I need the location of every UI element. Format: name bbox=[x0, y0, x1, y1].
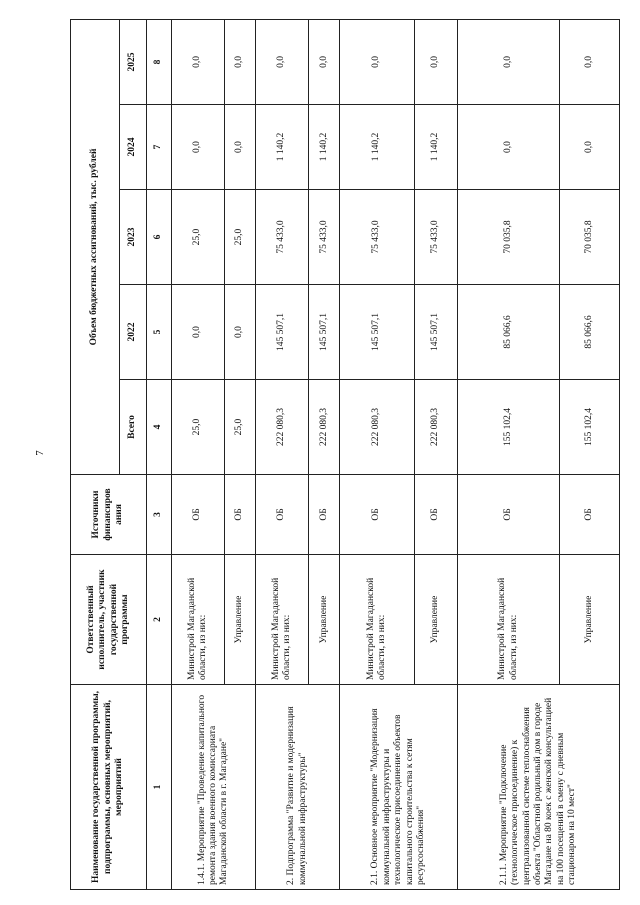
amount-cell: 0,0 bbox=[224, 285, 255, 380]
amount-cell: 155 102,4 bbox=[458, 380, 560, 475]
amount-cell: 222 080,3 bbox=[340, 380, 414, 475]
table-row bbox=[458, 19, 560, 889]
column-number: 3 bbox=[147, 475, 172, 555]
funding-source-cell: ОБ bbox=[309, 475, 340, 555]
header-funding-source: Источники финансиров ания bbox=[71, 475, 147, 555]
amount-cell: 85 066,6 bbox=[458, 285, 560, 380]
amount-cell: 145 507,1 bbox=[256, 285, 309, 380]
funding-source-cell: ОБ bbox=[340, 475, 414, 555]
amount-cell: 0,0 bbox=[309, 19, 340, 104]
executor-cell: Министрой Магаданской области, из них: bbox=[340, 555, 414, 685]
amount-cell: 70 035,8 bbox=[458, 190, 560, 285]
amount-cell: 1 140,2 bbox=[256, 105, 309, 190]
amount-cell: 0,0 bbox=[256, 19, 309, 104]
column-number: 6 bbox=[147, 190, 172, 285]
funding-source-cell: ОБ bbox=[224, 475, 255, 555]
funding-source-cell: ОБ bbox=[172, 475, 225, 555]
amount-cell: 145 507,1 bbox=[309, 285, 340, 380]
amount-cell: 0,0 bbox=[458, 19, 560, 104]
amount-cell: 25,0 bbox=[172, 190, 225, 285]
column-number: 5 bbox=[147, 285, 172, 380]
amount-cell: 155 102,4 bbox=[559, 380, 619, 475]
amount-cell: 0,0 bbox=[340, 19, 414, 104]
header-row bbox=[71, 19, 120, 889]
amount-cell: 0,0 bbox=[458, 105, 560, 190]
executor-cell: Управление bbox=[224, 555, 255, 685]
amount-cell: 75 433,0 bbox=[340, 190, 414, 285]
amount-cell: 1 140,2 bbox=[309, 105, 340, 190]
amount-cell: 25,0 bbox=[224, 380, 255, 475]
column-number: 7 bbox=[147, 105, 172, 190]
amount-cell: 0,0 bbox=[172, 19, 225, 104]
table-row bbox=[340, 19, 414, 889]
header-program-name: Наименование государственной программы, подпрограммы, основных мероприятий, мероприятий bbox=[71, 685, 147, 890]
funding-source-cell: ОБ bbox=[256, 475, 309, 555]
header-year: 2024 bbox=[120, 105, 147, 190]
funding-source-cell: ОБ bbox=[414, 475, 458, 555]
program-name-cell: 2.1.1. Мероприятие "Подключение (технологическое присоединение) к централизованной системе теплоснабжения объекта "Областной родильный дом в городе Магадане на 80 коек с женской консультацией на 100 посещений в смену с дневным стационаром на 10 мест" bbox=[458, 685, 620, 890]
amount-cell: 0,0 bbox=[172, 105, 225, 190]
column-number: 4 bbox=[147, 380, 172, 475]
amount-cell: 75 433,0 bbox=[309, 190, 340, 285]
amount-cell: 75 433,0 bbox=[256, 190, 309, 285]
amount-cell: 0,0 bbox=[559, 19, 619, 104]
table-row bbox=[172, 19, 225, 889]
page-number: 7 bbox=[34, 450, 46, 456]
executor-cell: Управление bbox=[309, 555, 340, 685]
header-year: 2023 bbox=[120, 190, 147, 285]
funding-source-cell: ОБ bbox=[458, 475, 560, 555]
amount-cell: 1 140,2 bbox=[340, 105, 414, 190]
amount-cell: 70 035,8 bbox=[559, 190, 619, 285]
amount-cell: 222 080,3 bbox=[309, 380, 340, 475]
header-budget-group: Объем бюджетных ассигнований, тыс. рублей bbox=[71, 19, 120, 474]
executor-cell: Управление bbox=[559, 555, 619, 685]
executor-cell: Управление bbox=[414, 555, 458, 685]
amount-cell: 25,0 bbox=[172, 380, 225, 475]
amount-cell: 75 433,0 bbox=[414, 190, 458, 285]
amount-cell: 1 140,2 bbox=[414, 105, 458, 190]
amount-cell: 222 080,3 bbox=[414, 380, 458, 475]
header-year: Всего bbox=[120, 380, 147, 475]
column-number: 1 bbox=[147, 685, 172, 890]
amount-cell: 25,0 bbox=[224, 190, 255, 285]
program-name-cell: 2. Подпрограмма "Развитие и модернизация коммунальной инфраструктуры" bbox=[256, 685, 340, 890]
program-name-cell: 2.1. Основное мероприятие "Модернизация коммунальной инфраструктуры и технологическое присоединение объектов капитального строительства к сетям ресурсоснабжения" bbox=[340, 685, 458, 890]
header-year: 2022 bbox=[120, 285, 147, 380]
budget-table bbox=[70, 19, 620, 890]
header-year: 2025 bbox=[120, 19, 147, 104]
executor-cell: Министрой Магаданской области, из них: bbox=[256, 555, 309, 685]
rotated-page bbox=[70, 20, 620, 890]
column-numbers-row bbox=[147, 19, 172, 889]
table-row bbox=[256, 19, 309, 889]
amount-cell: 0,0 bbox=[559, 105, 619, 190]
amount-cell: 0,0 bbox=[224, 19, 255, 104]
amount-cell: 222 080,3 bbox=[256, 380, 309, 475]
header-executor: Ответственный исполнитель, участник государственной программы bbox=[71, 555, 147, 685]
amount-cell: 0,0 bbox=[172, 285, 225, 380]
amount-cell: 145 507,1 bbox=[414, 285, 458, 380]
amount-cell: 0,0 bbox=[224, 105, 255, 190]
funding-source-cell: ОБ bbox=[559, 475, 619, 555]
amount-cell: 85 066,6 bbox=[559, 285, 619, 380]
executor-cell: Министрой Магаданской области, из них: bbox=[172, 555, 225, 685]
amount-cell: 0,0 bbox=[414, 19, 458, 104]
column-number: 2 bbox=[147, 555, 172, 685]
column-number: 8 bbox=[147, 19, 172, 104]
amount-cell: 145 507,1 bbox=[340, 285, 414, 380]
program-name-cell: 1.4.1. Мероприятие "Проведение капитального ремонта здания военного комиссариата Магаданской области в г. Магадане" bbox=[172, 685, 256, 890]
executor-cell: Министрой Магаданской области, из них: bbox=[458, 555, 560, 685]
